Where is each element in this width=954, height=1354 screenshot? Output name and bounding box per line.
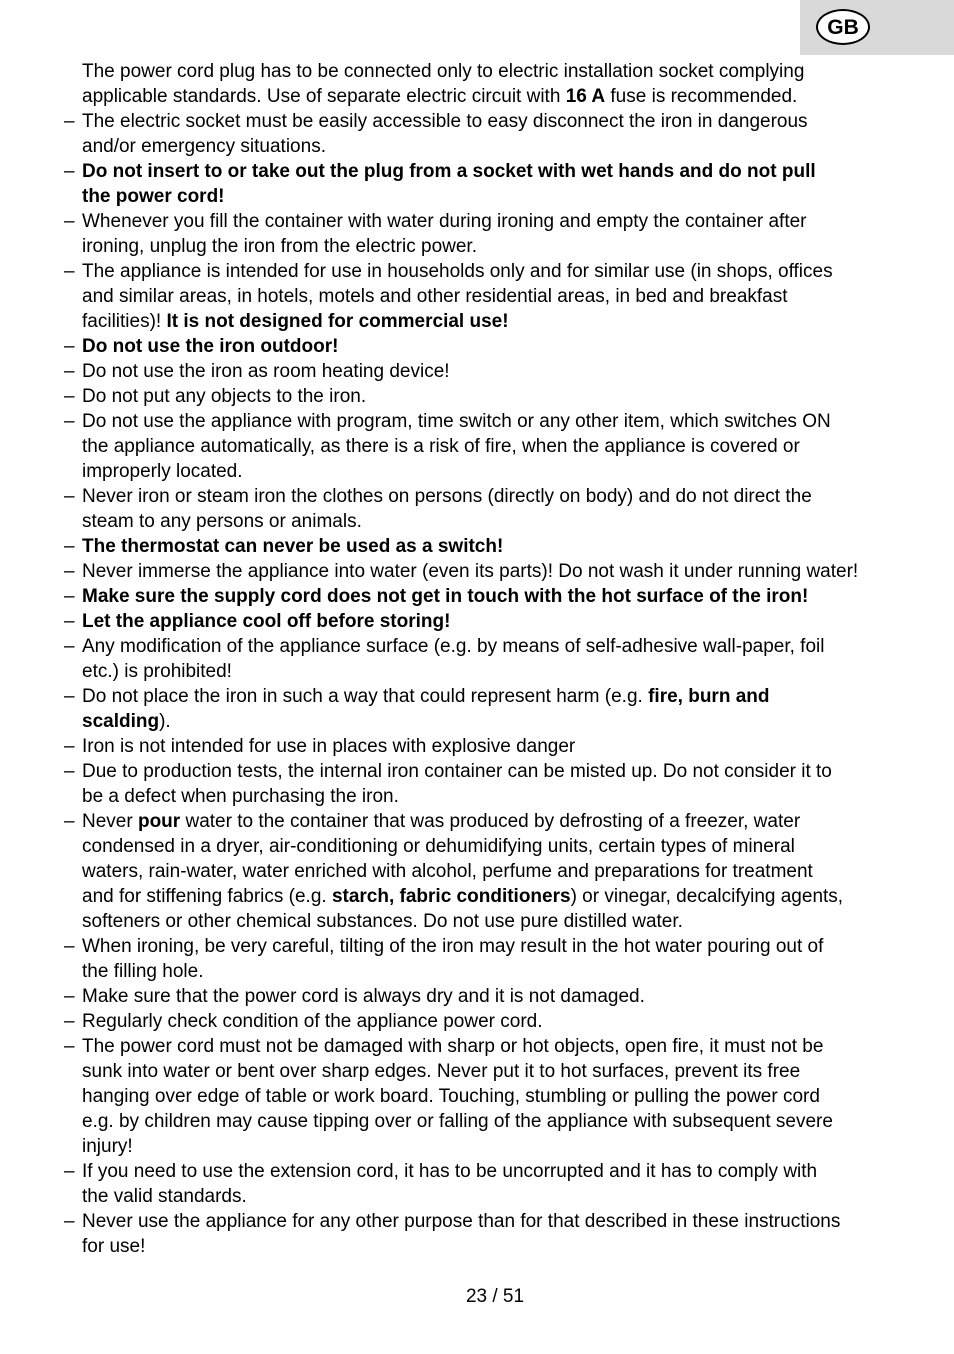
list-item [0,409,910,484]
text-line [82,334,910,359]
text-span: Due to production tests, the internal iron container can be misted up. Do not consider it to [82,761,832,782]
list-item [0,809,910,934]
text-line [82,834,910,859]
text-span: etc.) is prohibited! [82,661,232,682]
text-line [82,1059,910,1084]
list-item [0,1209,910,1259]
bold-text: starch, fabric conditioners [331,886,571,907]
bold-text: fire, burn and [648,686,770,707]
bullet-dash: – [64,536,75,557]
list-item [0,159,910,209]
language-tab [800,0,954,55]
bullet-dash: – [64,336,75,357]
bullet-dash: – [64,811,75,832]
safety-instructions-list [0,59,954,1259]
bullet-dash: – [64,111,75,132]
text-line [82,784,910,809]
list-item [0,484,910,534]
text-line [82,284,910,309]
text-line [82,109,910,134]
text-span: Do not put any objects to the iron. [82,386,367,407]
text-span: and for stiffening fabrics (e.g. [82,886,332,907]
list-item [0,634,910,684]
bullet-dash: – [64,486,75,507]
text-span: ironing, unplug the iron from the electric power. [82,236,477,257]
text-line [82,1109,910,1134]
bold-text: pour [137,811,181,832]
text-line [82,559,910,584]
text-line [82,1134,910,1159]
text-span: When ironing, be very careful, tilting of the iron may result in the hot water pouring out of [82,936,824,957]
bold-text: The thermostat can never be used as a switch! [82,536,504,557]
text-span: Do not place the iron in such a way that could represent harm (e.g. [82,686,649,707]
text-line [82,759,910,784]
list-item [0,934,910,984]
bold-text: scalding [82,711,160,732]
text-span: Any modification of the appliance surface (e.g. by means of self-adhesive wall-paper, foil [82,636,825,657]
text-line [82,734,910,759]
text-span: Do not use the appliance with program, time switch or any other item, which switches ON [82,411,831,432]
text-span: Whenever you fill the container with water during ironing and empty the container after [82,211,807,232]
text-line [82,534,910,559]
list-item [0,584,910,609]
text-line [82,309,910,334]
text-line [82,384,910,409]
text-line [82,684,910,709]
text-span: be a defect when purchasing the iron. [82,786,399,807]
text-span: The appliance is intended for use in households only and for similar use (in shops, offices [82,261,833,282]
list-item [0,559,910,584]
bold-text: Do not use the iron outdoor! [82,336,339,357]
text-line [82,234,910,259]
list-item [0,734,910,759]
bullet-dash: – [64,936,75,957]
text-span: injury! [82,1136,133,1157]
language-badge: GB [816,9,870,45]
text-span: Iron is not intended for use in places with explosive danger [82,736,576,757]
text-line [82,1184,910,1209]
text-span: the appliance automatically, as there is a risk of fire, when the appliance is covered or [82,436,800,457]
text-line [82,984,910,1009]
text-line [82,409,910,434]
text-span: Never immerse the appliance into water (even its parts)! Do not wash it under running water! [82,561,859,582]
text-span: the filling hole. [82,961,204,982]
bullet-dash: – [64,636,75,657]
list-item [0,609,910,634]
bullet-dash: – [64,586,75,607]
bullet-dash: – [64,736,75,757]
text-line [82,1234,910,1259]
list-item [0,1034,910,1159]
text-line [82,434,910,459]
list-item [0,534,910,559]
text-line [82,959,910,984]
text-span: applicable standards. Use of separate electric circuit with [82,86,566,107]
list-item [0,1159,910,1209]
text-span: facilities)! [82,311,167,332]
bold-text: Let the appliance cool off before storing! [82,611,451,632]
bold-text: Do not insert to or take out the plug from a socket with wet hands and do not pull [82,161,816,182]
list-item [0,59,910,109]
bullet-dash: – [64,561,75,582]
bold-text: Make sure the supply cord does not get in touch with the hot surface of the iron! [82,586,809,607]
text-line [82,184,910,209]
text-line [82,59,910,84]
list-item [0,359,910,384]
text-span: Do not use the iron as room heating device! [82,361,450,382]
bullet-dash: – [64,161,75,182]
text-line [82,934,910,959]
text-span: Never [82,811,138,832]
text-span: Regularly check condition of the appliance power cord. [82,1011,543,1032]
text-line [82,909,910,934]
bullet-dash: – [64,686,75,707]
text-span: If you need to use the extension cord, it has to be uncorrupted and it has to comply with [82,1161,818,1182]
text-line [82,509,910,534]
list-item [0,759,910,809]
list-item [0,334,910,359]
bullet-dash: – [64,1036,75,1057]
text-span: The power cord plug has to be connected only to electric installation socket complying [82,61,805,82]
bold-text: 16 A [565,86,606,107]
text-line [82,1084,910,1109]
text-span: and/or emergency situations. [82,136,326,157]
text-span: waters, rain-water, water enriched with alcohol, perfume and preparations for treatment [82,861,813,882]
list-item [0,109,910,159]
text-span: e.g. by children may cause tipping over or falling of the appliance with subsequent severe [82,1111,833,1132]
bullet-dash: – [64,1211,75,1232]
text-span: softeners or other chemical substances. Do not use pure distilled water. [82,911,683,932]
text-line [82,634,910,659]
bold-text: It is not designed for commercial use! [166,311,509,332]
text-span: Never iron or steam iron the clothes on persons (directly on body) and do not direct the [82,486,812,507]
text-line [82,1209,910,1234]
text-line [82,859,910,884]
bullet-dash: – [64,411,75,432]
text-line [82,709,910,734]
text-line [82,484,910,509]
text-line [82,884,910,909]
text-line [82,1159,910,1184]
text-line [82,84,910,109]
text-line [82,1034,910,1059]
bullet-dash: – [64,1011,75,1032]
text-span: Make sure that the power cord is always dry and it is not damaged. [82,986,645,1007]
list-item [0,984,910,1009]
text-span: The electric socket must be easily accessible to easy disconnect the iron in dangerous [82,111,808,132]
text-span: and similar areas, in hotels, motels and other residential areas, in bed and breakfast [82,286,788,307]
text-line [82,134,910,159]
bullet-dash: – [64,386,75,407]
text-line [82,259,910,284]
text-line [82,609,910,634]
list-item [0,1009,910,1034]
bullet-dash: – [64,211,75,232]
text-span: water to the container that was produced by defrosting of a freezer, water [180,811,801,832]
text-line [82,209,910,234]
list-item [0,209,910,259]
text-span: condensed in a dryer, air-conditioning or dehumidifying units, certain types of mineral [82,836,795,857]
bullet-dash: – [64,261,75,282]
text-span: ). [159,711,171,732]
text-span: The power cord must not be damaged with sharp or hot objects, open fire, it must not be [82,1036,824,1057]
text-span: hanging over edge of table or work board. Touching, stumbling or pulling the power cord [82,1086,820,1107]
text-span: ) or vinegar, decalcifying agents, [570,886,844,907]
text-span: Never use the appliance for any other purpose than for that described in these instructions [82,1211,841,1232]
text-span: steam to any persons or animals. [82,511,362,532]
text-span: sunk into water or bent over sharp edges. Never put it to hot surfaces, prevent its free [82,1061,801,1082]
bold-text: the power cord! [82,186,225,207]
page-number: 23 / 51 [465,1286,525,1307]
list-item [0,384,910,409]
text-line [82,1009,910,1034]
bullet-dash: – [64,611,75,632]
list-item [0,684,910,734]
text-span: for use! [82,1236,146,1257]
text-span: improperly located. [82,461,243,482]
bullet-dash: – [64,361,75,382]
text-line [82,459,910,484]
text-line [82,809,910,834]
bullet-dash: – [64,1161,75,1182]
list-item [0,259,910,334]
text-line [82,584,910,609]
bullet-dash: – [64,986,75,1007]
text-line [82,159,910,184]
text-line [82,659,910,684]
text-span: the valid standards. [82,1186,247,1207]
bullet-dash: – [64,761,75,782]
text-line [82,359,910,384]
text-span: fuse is recommended. [605,86,798,107]
